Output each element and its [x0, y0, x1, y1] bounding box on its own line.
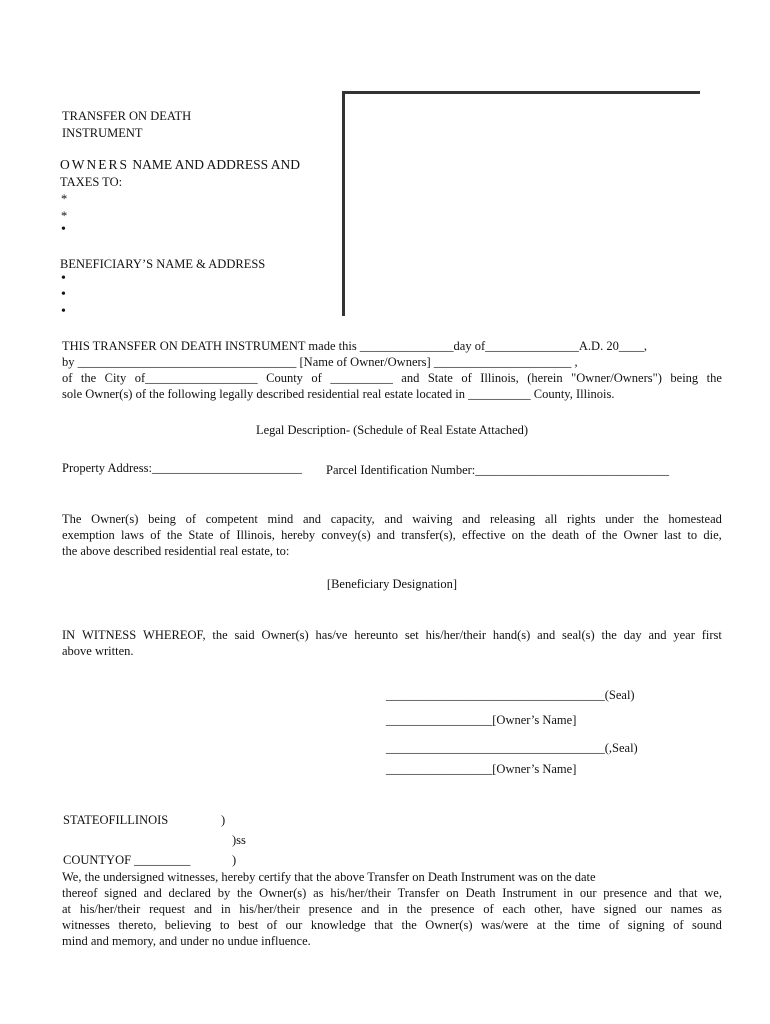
- word: said: [234, 628, 255, 642]
- word: the: [401, 918, 417, 932]
- word: being: [148, 512, 176, 526]
- word: of: [62, 371, 73, 385]
- word: Owner(s): [261, 628, 309, 642]
- word: presence: [430, 902, 475, 916]
- word: his/her/their: [239, 902, 300, 916]
- word: Owner(s): [91, 512, 139, 526]
- attestation-line-1: We, the undersigned witnesses, hereby certify that the above Transfer on Death Instrument was on the date: [62, 870, 596, 884]
- word: time: [578, 918, 601, 932]
- property-address-field: Property Address:________________________: [62, 461, 302, 475]
- owners-heading-rest: NAME AND ADDRESS AND: [129, 157, 301, 172]
- word: the: [601, 628, 617, 642]
- venue-state: STATEOFILLINOIS: [63, 813, 169, 827]
- word: of: [608, 918, 620, 932]
- word: of: [483, 902, 494, 916]
- owner-bullet-3: •: [61, 222, 66, 237]
- word: of: [150, 528, 161, 542]
- witness-line-2: above written.: [62, 644, 134, 658]
- word: the: [530, 528, 546, 542]
- word: and: [302, 512, 322, 526]
- word: mind: [267, 512, 294, 526]
- word: on: [511, 528, 525, 542]
- word: Owner: [623, 528, 658, 542]
- conveyance-line-2: [62, 527, 722, 543]
- word: have: [571, 902, 595, 916]
- opening-line-4: sole Owner(s) of the following legally described residential real estate located in __________ County, Illinois.: [62, 387, 615, 401]
- word: Transfer: [397, 886, 440, 900]
- word: to: [219, 918, 230, 932]
- conveyance-line-1: [62, 511, 722, 527]
- word: his/her/their: [79, 902, 141, 916]
- word: that: [678, 886, 698, 900]
- venue-ss: )ss: [232, 833, 246, 847]
- recording-box-top-border: [344, 91, 700, 94]
- venue-paren-1: ): [221, 813, 226, 827]
- word: under: [605, 512, 634, 526]
- word: the: [554, 918, 570, 932]
- word: Owner(s): [425, 918, 473, 932]
- taxes-to-label: TAXES TO:: [60, 175, 123, 189]
- word: of: [311, 371, 322, 385]
- word: in: [563, 886, 573, 900]
- word: "Owner/Owners"): [571, 371, 662, 385]
- word: and: [401, 371, 420, 385]
- word: the: [237, 886, 253, 900]
- word: the: [212, 628, 228, 642]
- owners-word: OWNERS: [60, 157, 129, 172]
- word: hand(s): [492, 628, 531, 642]
- parcel-number-field: Parcel Identification Number:_______________________________: [326, 463, 669, 477]
- word: City: [104, 371, 127, 385]
- word: State: [188, 528, 214, 542]
- word: that: [374, 918, 393, 932]
- conveyance-paragraph: [62, 511, 722, 559]
- beneficiary-bullet-3: •: [61, 304, 66, 319]
- word: __________: [330, 371, 393, 385]
- word: the: [406, 902, 422, 916]
- word: and: [193, 902, 213, 916]
- word: hereby: [281, 528, 316, 542]
- word: at: [536, 918, 546, 932]
- word: all: [544, 512, 558, 526]
- word: set: [404, 628, 419, 642]
- owner-bullet-2: *: [61, 209, 68, 223]
- word: the: [602, 528, 618, 542]
- word: last: [663, 528, 682, 542]
- word: other,: [534, 902, 563, 916]
- word: as: [313, 886, 324, 900]
- attestation-line-4: [62, 917, 722, 933]
- opening-line-2: by ___________________________________ [Name of Owner/Owners] ______________________ ,: [62, 355, 578, 369]
- word: being: [670, 371, 699, 385]
- word: signed: [104, 886, 137, 900]
- word: presence: [308, 902, 353, 916]
- word: our: [285, 918, 303, 932]
- word: seal(s): [562, 628, 595, 642]
- document-title-line-1: TRANSFER ON DEATH: [62, 109, 192, 123]
- opening-line-1: THIS TRANSFER ON DEATH INSTRUMENT made this _______________day of_______________A.D. 20____,: [62, 339, 647, 353]
- word: request: [149, 902, 186, 916]
- word: on: [446, 886, 459, 900]
- word: and: [648, 628, 667, 642]
- word: declared: [168, 886, 211, 900]
- word: as: [711, 902, 722, 916]
- word: of: [266, 918, 278, 932]
- word: has/ve: [315, 628, 348, 642]
- attestation-paragraph: [62, 869, 722, 949]
- opening-paragraph: [62, 338, 722, 402]
- word: Death: [465, 886, 496, 900]
- word: and: [384, 512, 403, 526]
- word: names: [670, 902, 703, 916]
- witness-line-1: [62, 627, 722, 643]
- word: IN: [62, 628, 76, 642]
- word: of: [461, 371, 472, 385]
- word: hereunto: [354, 628, 399, 642]
- word: and: [143, 886, 162, 900]
- word: exemption: [62, 528, 115, 542]
- word: at: [62, 902, 72, 916]
- word: releasing: [489, 512, 536, 526]
- word: the: [706, 371, 722, 385]
- conveyance-line-3: the above described residential real estate, to:: [62, 544, 290, 558]
- beneficiary-bullet-2: •: [61, 287, 66, 302]
- word: signing: [627, 918, 665, 932]
- word: thereto,: [118, 918, 157, 932]
- word: first: [701, 628, 722, 642]
- word: thereof: [62, 886, 98, 900]
- venue-paren-3: ): [232, 853, 237, 867]
- word: capacity,: [330, 512, 375, 526]
- word: the: [80, 371, 97, 385]
- word: year: [673, 628, 695, 642]
- owners-mailing-heading: [60, 157, 300, 173]
- word: die,: [703, 528, 722, 542]
- owner-seal-line-2: ___________________________________(,Seal): [386, 741, 638, 755]
- word: signed: [603, 902, 637, 916]
- word: the: [643, 512, 659, 526]
- legal-description-label: Legal Description- (Schedule of Real Estate Attached): [255, 423, 529, 437]
- attestation-line-2: [62, 885, 722, 901]
- word: presence: [603, 886, 648, 900]
- word: Illinois,: [480, 371, 519, 385]
- document-title-line-2: INSTRUMENT: [62, 126, 143, 140]
- word: day: [623, 628, 642, 642]
- word: Owner(s): [259, 886, 307, 900]
- owner-name-line-1: _________________[Owner’s Name]: [386, 713, 577, 727]
- word: The: [62, 512, 82, 526]
- word: his/her/their: [330, 886, 391, 900]
- word: of: [585, 528, 596, 542]
- word: of__________________: [134, 371, 258, 385]
- word: best: [238, 918, 259, 932]
- word: transfer(s),: [401, 528, 456, 542]
- word: in: [220, 902, 231, 916]
- word: and: [361, 902, 380, 916]
- word: by: [217, 886, 231, 900]
- word: effective: [461, 528, 506, 542]
- word: WHEREOF,: [143, 628, 206, 642]
- word: of: [673, 918, 684, 932]
- word: waiving: [412, 512, 453, 526]
- word: in: [388, 902, 398, 916]
- beneficiary-bullet-1: •: [61, 271, 66, 286]
- word: Illinois,: [236, 528, 275, 542]
- owner-name-line-2: _________________[Owner’s Name]: [386, 762, 577, 776]
- word: knowledge: [310, 918, 366, 932]
- word: rights: [567, 512, 596, 526]
- word: his/her/their: [425, 628, 486, 642]
- beneficiary-designation-label: [Beneficiary Designation]: [326, 577, 458, 591]
- attestation-line-5: mind and memory, and under no undue influence.: [62, 934, 311, 948]
- word: convey(s): [321, 528, 371, 542]
- word: of: [185, 512, 197, 526]
- word: laws: [121, 528, 144, 542]
- word: our: [579, 886, 597, 900]
- word: witnesses: [62, 918, 110, 932]
- word: County: [266, 371, 303, 385]
- word: competent: [205, 512, 258, 526]
- word: was/were: [481, 918, 529, 932]
- word: homestead: [668, 512, 722, 526]
- word: we,: [704, 886, 722, 900]
- opening-line-3: [62, 370, 722, 386]
- word: to: [687, 528, 698, 542]
- witness-paragraph: [62, 627, 722, 659]
- word: (herein: [527, 371, 563, 385]
- word: each: [502, 902, 526, 916]
- word: and: [376, 528, 395, 542]
- venue-county: COUNTYOF _________: [63, 853, 191, 867]
- owner-bullet-1: *: [61, 192, 68, 206]
- owner-seal-line-1: ___________________________________(Seal): [386, 688, 635, 702]
- word: death: [552, 528, 580, 542]
- word: our: [645, 902, 662, 916]
- word: and: [653, 886, 672, 900]
- word: the: [166, 528, 183, 542]
- word: of: [219, 528, 231, 542]
- word: Instrument: [502, 886, 557, 900]
- word: sound: [692, 918, 722, 932]
- beneficiary-heading: BENEFICIARY’S NAME & ADDRESS: [60, 257, 266, 271]
- word: WITNESS: [82, 628, 137, 642]
- word: and: [537, 628, 556, 642]
- word: believing: [164, 918, 212, 932]
- attestation-line-3: [62, 901, 722, 917]
- word: State: [427, 371, 453, 385]
- recording-box-left-border: [342, 91, 345, 316]
- word: and: [462, 512, 481, 526]
